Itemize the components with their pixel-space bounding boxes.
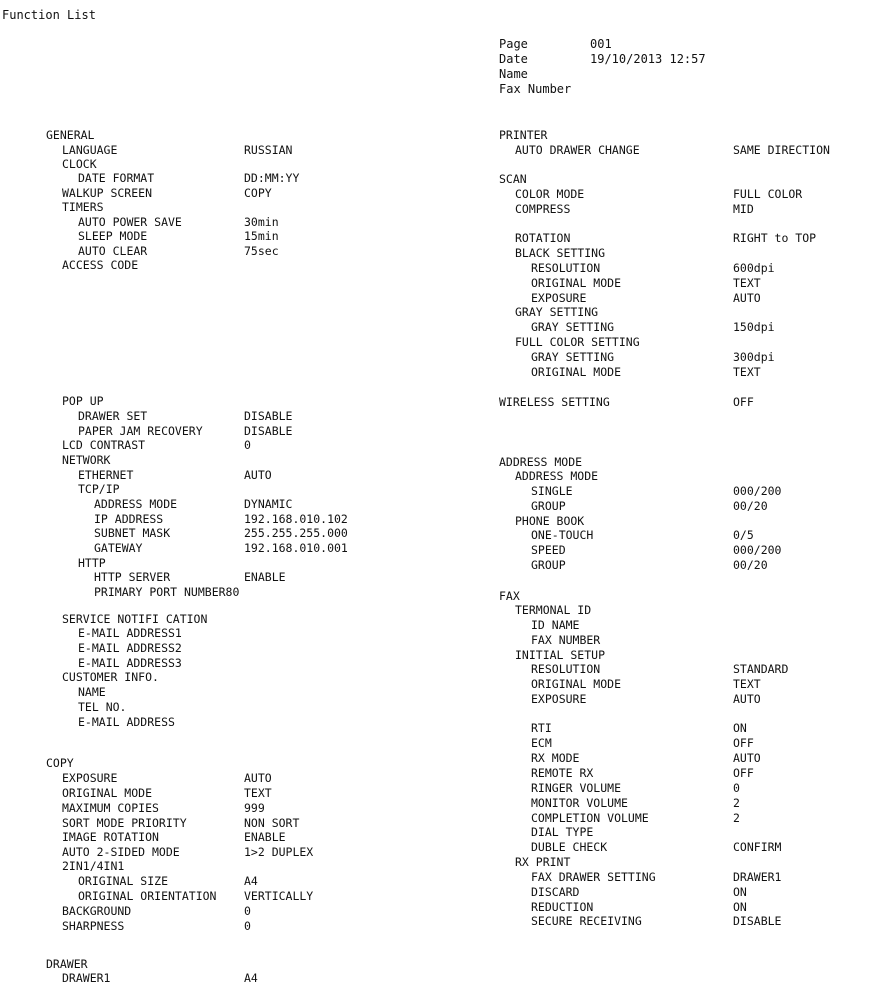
header-label: Date — [499, 52, 528, 66]
setting-label: MONITOR VOLUME — [531, 796, 628, 810]
setting-label: PHONE BOOK — [515, 514, 585, 528]
setting-label: AUTO DRAWER CHANGE — [515, 143, 640, 157]
setting-value: OFF — [733, 736, 754, 750]
setting-label: DRAWER1 — [62, 971, 111, 985]
setting-label: HTTP SERVER — [94, 570, 171, 584]
setting-row — [0, 455, 880, 470]
setting-value: 2 — [733, 796, 740, 810]
setting-row — [0, 543, 880, 558]
setting-row — [0, 350, 880, 365]
setting-value: STANDARD — [733, 662, 789, 676]
setting-label: RINGER VOLUME — [531, 781, 622, 795]
setting-label: PRINTER — [499, 128, 548, 142]
setting-value: A4 — [244, 971, 258, 985]
setting-row — [0, 840, 880, 855]
setting-row — [0, 900, 880, 915]
setting-value: FULL COLOR — [733, 187, 803, 201]
setting-label: AUTO 2-SIDED MODE — [62, 845, 180, 859]
setting-label: SECURE RECEIVING — [531, 914, 642, 928]
setting-label: EXPOSURE — [62, 771, 118, 785]
setting-value: TEXT — [733, 677, 761, 691]
setting-label: ONE-TOUCH — [531, 528, 594, 542]
setting-row — [0, 721, 880, 736]
setting-label: ADDRESS MODE — [499, 455, 583, 469]
setting-label: RX MODE — [531, 751, 580, 765]
setting-label: TCP/IP — [78, 482, 120, 496]
setting-row — [0, 618, 880, 633]
setting-label: COLOR MODE — [515, 187, 585, 201]
setting-value: MID — [733, 202, 754, 216]
setting-label: ORIGINAL MODE — [531, 365, 622, 379]
setting-label: ACCESS CODE — [62, 258, 139, 272]
setting-label: FAX DRAWER SETTING — [531, 870, 656, 884]
setting-row — [0, 603, 880, 618]
setting-label: SUBNET MASK — [94, 526, 171, 540]
setting-label: E-MAIL ADDRESS3 — [78, 656, 182, 670]
setting-label: CLOCK — [62, 157, 97, 171]
setting-value: 15min — [244, 229, 279, 243]
setting-label: GRAY SETTING — [531, 350, 615, 364]
setting-label: ROTATION — [515, 231, 571, 245]
setting-value: COPY — [244, 186, 272, 200]
setting-label: ORIGINAL ORIENTATION — [78, 889, 217, 903]
setting-row — [0, 276, 880, 291]
setting-row — [0, 885, 880, 900]
setting-row — [0, 320, 880, 335]
setting-row — [0, 736, 880, 751]
setting-row — [0, 677, 880, 692]
setting-label: COMPLETION VOLUME — [531, 811, 649, 825]
setting-row — [0, 662, 880, 677]
setting-value: TEXT — [244, 786, 272, 800]
setting-row — [0, 187, 880, 202]
setting-row — [0, 246, 880, 261]
setting-row — [0, 261, 880, 276]
setting-row — [0, 172, 880, 187]
header-label: Name — [499, 67, 528, 81]
setting-value: 150dpi — [733, 320, 775, 334]
setting-label: GROUP — [531, 558, 566, 572]
setting-value: DD:MM:YY — [244, 171, 300, 185]
setting-value: 600dpi — [733, 261, 775, 275]
setting-row — [0, 825, 880, 840]
setting-value: 30min — [244, 215, 279, 229]
setting-value: 000/200 — [733, 484, 782, 498]
setting-label: EXPOSURE — [531, 291, 587, 305]
setting-value: A4 — [244, 874, 258, 888]
setting-value: 1>2 DUPLEX — [244, 845, 314, 859]
setting-label: ORIGINAL MODE — [531, 677, 622, 691]
setting-label: RX PRINT — [515, 855, 571, 869]
setting-row — [0, 692, 880, 707]
setting-value: DYNAMIC — [244, 497, 293, 511]
setting-label: REMOTE RX — [531, 766, 594, 780]
setting-label: E-MAIL ADDRESS2 — [78, 641, 182, 655]
header-value: 19/10/2013 12:57 — [590, 52, 706, 66]
setting-value: 999 — [244, 801, 265, 815]
setting-label: FAX NUMBER — [531, 633, 601, 647]
setting-row — [0, 335, 880, 350]
setting-value: 0 — [244, 904, 251, 918]
setting-label: DIAL TYPE — [531, 825, 594, 839]
setting-label: BACKGROUND — [62, 904, 132, 918]
setting-value: RUSSIAN — [244, 143, 293, 157]
setting-row — [0, 633, 880, 648]
setting-row — [0, 395, 880, 410]
setting-label: SHARPNESS — [62, 919, 125, 933]
setting-value: OFF — [733, 395, 754, 409]
setting-label: DISCARD — [531, 885, 580, 899]
setting-label: ADDRESS MODE — [94, 497, 178, 511]
setting-row — [0, 484, 880, 499]
page-title: Function List — [2, 8, 96, 22]
setting-label: COMPRESS — [515, 202, 571, 216]
setting-label: ETHERNET — [78, 468, 134, 482]
setting-label: INITIAL SETUP — [515, 648, 606, 662]
setting-value: SAME DIRECTION — [733, 143, 830, 157]
setting-label: E-MAIL ADDRESS — [78, 715, 175, 729]
setting-value: AUTO — [244, 771, 272, 785]
setting-value: VERTICALLY — [244, 889, 314, 903]
setting-label: RESOLUTION — [531, 662, 601, 676]
setting-row — [0, 781, 880, 796]
setting-row — [0, 589, 880, 604]
setting-row — [0, 202, 880, 217]
setting-value: 192.168.010.102 — [244, 512, 348, 526]
setting-value: ON — [733, 885, 747, 899]
setting-value: 300dpi — [733, 350, 775, 364]
setting-value: 192.168.010.001 — [244, 541, 348, 555]
setting-label: FAX — [499, 589, 520, 603]
setting-label: POP UP — [62, 394, 104, 408]
setting-label: ORIGINAL SIZE — [78, 874, 169, 888]
setting-label: ORIGINAL MODE — [62, 786, 153, 800]
setting-label: DRAWER — [46, 957, 88, 971]
setting-label: SINGLE — [531, 484, 573, 498]
setting-row — [0, 305, 880, 320]
setting-value: 0 — [244, 438, 251, 452]
setting-row — [0, 528, 880, 543]
setting-value: ENABLE — [244, 570, 286, 584]
setting-value: 00/20 — [733, 558, 768, 572]
setting-label: SORT MODE PRIORITY — [62, 816, 187, 830]
setting-row — [0, 128, 880, 143]
setting-row — [0, 143, 880, 158]
setting-label: TERMONAL ID — [515, 603, 592, 617]
setting-value: 0 — [244, 919, 251, 933]
setting-label: GROUP — [531, 499, 566, 513]
setting-value: 000/200 — [733, 543, 782, 557]
setting-label: ADDRESS MODE — [515, 469, 599, 483]
setting-value: DISABLE — [244, 409, 293, 423]
setting-value: AUTO — [244, 468, 272, 482]
setting-label: RESOLUTION — [531, 261, 601, 275]
setting-label: EXPOSURE — [531, 692, 587, 706]
setting-label: RTI — [531, 721, 552, 735]
setting-label: SCAN — [499, 172, 527, 186]
setting-label: GATEWAY — [94, 541, 143, 555]
setting-value: 2 — [733, 811, 740, 825]
setting-value: 00/20 — [733, 499, 768, 513]
setting-row — [0, 914, 880, 929]
setting-label: E-MAIL ADDRESS1 — [78, 626, 182, 640]
setting-label: DRAWER SET — [78, 409, 148, 423]
setting-value: DISABLE — [244, 424, 293, 438]
setting-label: ECM — [531, 736, 552, 750]
setting-label: MAXIMUM COPIES — [62, 801, 159, 815]
setting-label: SPEED — [531, 543, 566, 557]
setting-row — [0, 365, 880, 380]
setting-value: NON SORT — [244, 816, 300, 830]
setting-value: ENABLE — [244, 830, 286, 844]
setting-row — [0, 231, 880, 246]
setting-row — [0, 558, 880, 573]
setting-label: SLEEP MODE — [78, 229, 148, 243]
setting-row — [0, 469, 880, 484]
setting-row — [0, 751, 880, 766]
setting-label: 2IN1/4IN1 — [62, 859, 125, 873]
setting-label: WALKUP SCREEN — [62, 186, 153, 200]
setting-value: DRAWER1 — [733, 870, 782, 884]
setting-value: 255.255.255.000 — [244, 526, 348, 540]
setting-label: IMAGE ROTATION — [62, 830, 159, 844]
setting-row — [0, 855, 880, 870]
setting-label: GENERAL — [46, 128, 95, 142]
setting-value: ON — [733, 900, 747, 914]
setting-label: AUTO POWER SAVE — [78, 215, 182, 229]
setting-value: 0 — [733, 781, 740, 795]
setting-label: NAME — [78, 685, 106, 699]
setting-label: HTTP — [78, 556, 106, 570]
setting-label: SERVICE NOTIFI CATION — [62, 612, 208, 626]
setting-value: CONFIRM — [733, 840, 782, 854]
setting-label: COPY — [46, 756, 74, 770]
setting-value: AUTO — [733, 692, 761, 706]
setting-label: PRIMARY PORT NUMBER80 — [94, 585, 240, 599]
setting-label: NETWORK — [62, 453, 111, 467]
setting-value: TEXT — [733, 276, 761, 290]
setting-label: GRAY SETTING — [531, 320, 615, 334]
setting-label: ID NAME — [531, 618, 580, 632]
setting-value: AUTO — [733, 291, 761, 305]
setting-label: TIMERS — [62, 200, 104, 214]
setting-label: LANGUAGE — [62, 143, 118, 157]
setting-label: DATE FORMAT — [78, 171, 155, 185]
setting-row — [0, 648, 880, 663]
setting-label: LCD CONTRAST — [62, 438, 146, 452]
setting-row — [0, 766, 880, 781]
setting-row — [0, 514, 880, 529]
header-value: 001 — [590, 37, 612, 51]
setting-label: PAPER JAM RECOVERY — [78, 424, 203, 438]
setting-label: DUBLE CHECK — [531, 840, 608, 854]
setting-value: OFF — [733, 766, 754, 780]
setting-label: GRAY SETTING — [515, 305, 599, 319]
setting-value: AUTO — [733, 751, 761, 765]
setting-label: IP ADDRESS — [94, 512, 164, 526]
setting-row — [0, 870, 880, 885]
setting-label: AUTO CLEAR — [78, 244, 148, 258]
setting-value: 75sec — [244, 244, 279, 258]
setting-label: FULL COLOR SETTING — [515, 335, 640, 349]
setting-row — [0, 291, 880, 306]
setting-row — [0, 811, 880, 826]
setting-row — [0, 796, 880, 811]
setting-row — [0, 499, 880, 514]
header-label: Page — [499, 37, 528, 51]
setting-value: 0/5 — [733, 528, 754, 542]
setting-value: DISABLE — [733, 914, 782, 928]
setting-value: TEXT — [733, 365, 761, 379]
setting-value: RIGHT to TOP — [733, 231, 817, 245]
setting-value: ON — [733, 721, 747, 735]
setting-label: BLACK SETTING — [515, 246, 606, 260]
setting-label: WIRELESS SETTING — [499, 395, 610, 409]
setting-label: ORIGINAL MODE — [531, 276, 622, 290]
setting-label: REDUCTION — [531, 900, 594, 914]
header-label: Fax Number — [499, 82, 572, 96]
setting-label: CUSTOMER INFO. — [62, 670, 159, 684]
setting-label: TEL NO. — [78, 700, 127, 714]
